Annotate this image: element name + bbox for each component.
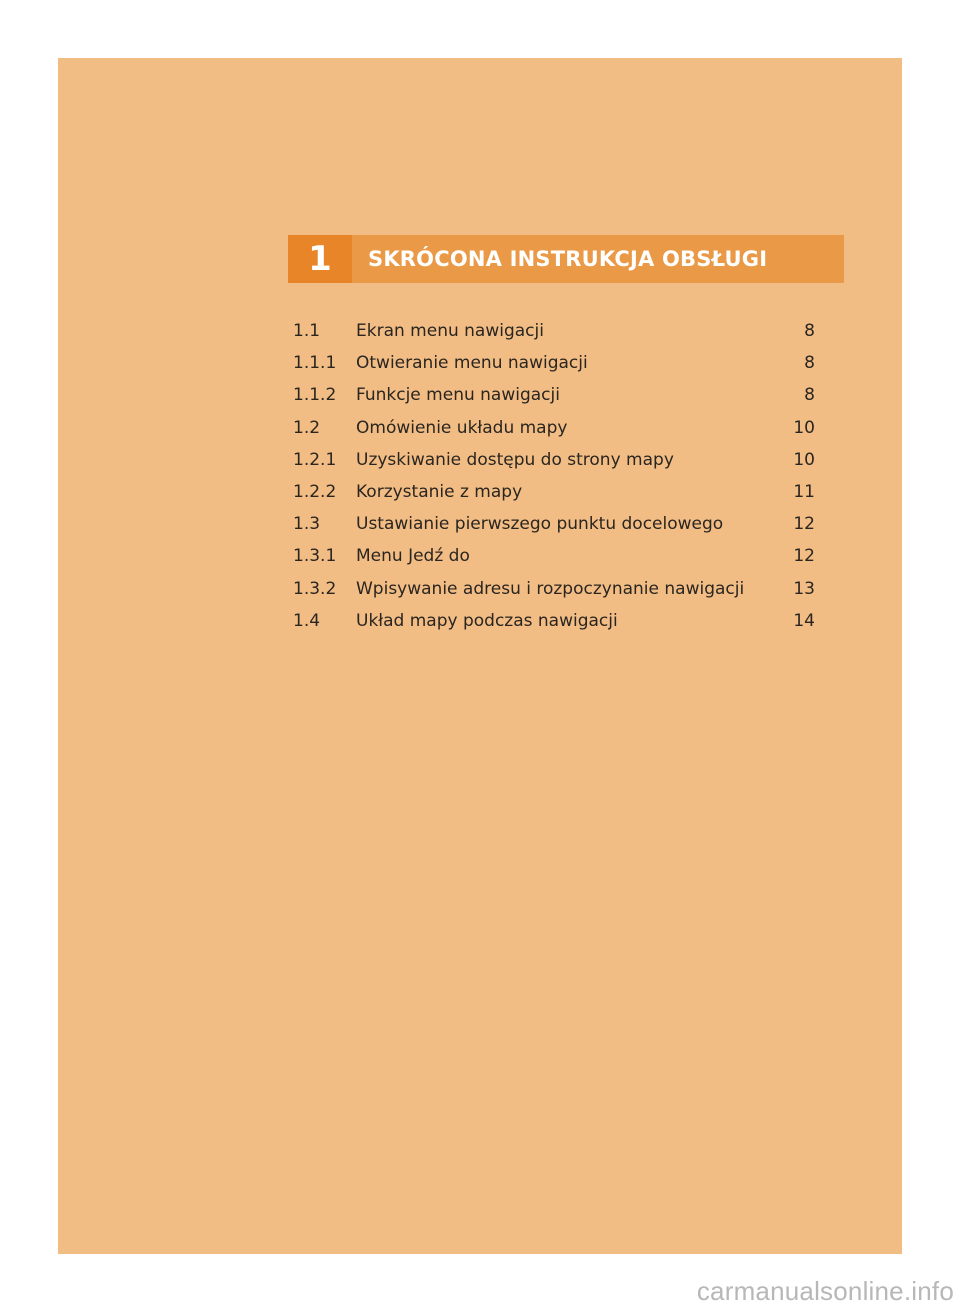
- toc-entry-page: 11: [793, 482, 815, 503]
- chapter-number: 1: [288, 235, 352, 283]
- toc-entry-number: 1.1.2: [293, 385, 337, 406]
- toc-entry-page: 8: [804, 321, 815, 342]
- chapter-title: SKRÓCONA INSTRUKCJA OBSŁUGI: [352, 235, 844, 283]
- toc-entry-title: Układ mapy podczas nawigacji: [356, 610, 618, 631]
- toc-entry-page: 14: [793, 610, 815, 631]
- toc-entry-number: 1.4: [293, 610, 321, 631]
- toc-entry-title: Omówienie układu mapy: [356, 417, 568, 438]
- toc-entry[interactable]: [293, 476, 815, 508]
- manual-page: [58, 58, 902, 1254]
- toc-entry-page: 12: [793, 546, 815, 567]
- toc-entry[interactable]: [293, 315, 815, 347]
- table-of-contents: [293, 315, 815, 637]
- toc-entry-title: Menu Jedź do: [356, 546, 470, 567]
- watermark-text: carmanualsonline.info: [696, 1276, 954, 1306]
- toc-entry-page: 8: [804, 385, 815, 406]
- toc-entry[interactable]: [293, 444, 815, 476]
- toc-entry[interactable]: [293, 605, 815, 637]
- toc-entry[interactable]: [293, 573, 815, 605]
- toc-entry-number: 1.3.2: [293, 578, 337, 599]
- toc-entry-number: 1.2.2: [293, 482, 337, 503]
- toc-entry[interactable]: [293, 508, 815, 540]
- toc-entry-title: Ustawianie pierwszego punktu docelowego: [356, 514, 724, 535]
- toc-entry-number: 1.1.1: [293, 353, 337, 374]
- chapter-header: [288, 235, 844, 283]
- toc-entry-title: Otwieranie menu nawigacji: [356, 353, 588, 374]
- toc-entry-title: Wpisywanie adresu i rozpoczynanie nawigacji: [356, 578, 745, 599]
- toc-entry-number: 1.1: [293, 321, 321, 342]
- toc-entry[interactable]: [293, 412, 815, 444]
- toc-entry-number: 1.3: [293, 514, 321, 535]
- toc-entry-title: Uzyskiwanie dostępu do strony mapy: [356, 449, 674, 470]
- toc-entry-page: 12: [793, 514, 815, 535]
- toc-entry-page: 10: [793, 417, 815, 438]
- toc-entry-title: Ekran menu nawigacji: [356, 321, 544, 342]
- toc-entry-number: 1.2.1: [293, 449, 337, 470]
- toc-entry[interactable]: [293, 347, 815, 379]
- toc-entry-page: 13: [793, 578, 815, 599]
- toc-entry-number: 1.3.1: [293, 546, 337, 567]
- toc-entry[interactable]: [293, 540, 815, 572]
- toc-entry-page: 10: [793, 449, 815, 470]
- toc-entry-title: Korzystanie z mapy: [356, 482, 523, 503]
- toc-entry-number: 1.2: [293, 417, 321, 438]
- toc-entry-title: Funkcje menu nawigacji: [356, 385, 560, 406]
- toc-entry[interactable]: [293, 379, 815, 411]
- toc-entry-page: 8: [804, 353, 815, 374]
